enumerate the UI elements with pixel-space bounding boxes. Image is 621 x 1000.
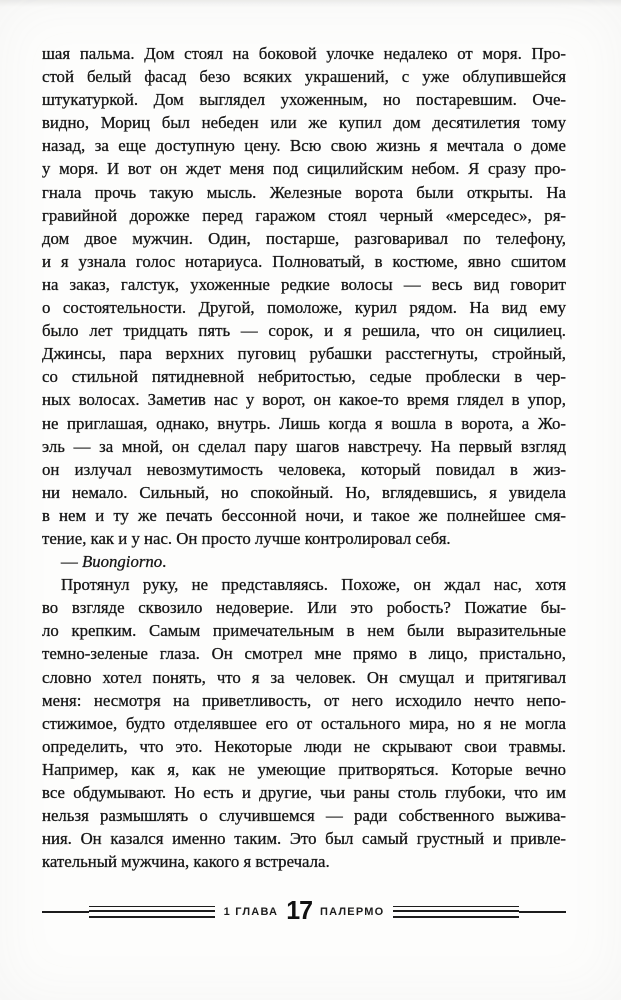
text-line: и я узнала голос нотариуса. Полноватый, в костюме, явно сшитом: [42, 251, 566, 271]
text-line: со стильной пятидневной небритостью, седые проблески в чер-: [42, 367, 566, 387]
text-line: все обдумывают. Но есть и другие, чьи раны столь глубоки, что им: [42, 783, 566, 802]
footer-rule-triple-left: [89, 906, 215, 918]
footer-rule-thin-left: [42, 911, 89, 913]
text-line: во взгляде сквозило недоверие. Или это робость? Пожатие бы-: [42, 598, 566, 618]
text-line: гнала прочь такую мысль. Железные ворота были открыты. На: [42, 182, 566, 202]
text-line: определить, что это. Некоторые люди не скрывают свои травмы.: [42, 736, 566, 756]
text-line: меня: несмотря на приветливость, от него исходило нечто непо-: [42, 690, 566, 710]
text-line: тение, как и у нас. Он просто лучше контролировал себя.: [42, 528, 451, 548]
text-line: нельзя размышлять о случившемся — ради собственного выжива-: [42, 806, 566, 826]
section-label: ПАЛЕРМО: [320, 905, 385, 918]
text-line: ных волосах. Заметив нас у ворот, он какое-то время глядел в упор,: [42, 390, 566, 410]
text-line: у моря. И вот он ждет меня под сицилийским небом. Я сразу про-: [42, 159, 566, 179]
text-line: ни немало. Сильный, но спокойный. Но, вглядевшись, я увидела: [42, 482, 566, 502]
text-line: гравийной дорожке перед гаражом стоял черный «мерседес», ря-: [42, 205, 566, 225]
text-line: шая пальма. Дом стоял на боковой улочке недалеко от моря. Про-: [42, 44, 566, 63]
text-line: было лет тридцать пять — сорок, и я решила, что он сицилиец.: [42, 321, 566, 341]
footer-rule-thin-right: [519, 911, 566, 913]
text-line: Например, как я, как не умеющие притворяться. Которые вечно: [42, 759, 566, 779]
text-line: Протянул руку, не представляясь. Похоже, он ждал нас, хотя: [61, 575, 566, 595]
text-line: Джинсы, пара верхних пуговиц рубашки расстегнуты, стройный,: [42, 344, 566, 364]
text-line: штукатуркой. Дом выглядел ухоженным, но постаревшим. Оче-: [42, 90, 566, 110]
footer-rule-triple-right: [393, 906, 519, 918]
text-line: в нем и ту же печать бессонной ночи, и такое же полнейшее смя-: [42, 505, 566, 525]
text-line: о состоятельности. Другой, помоложе, курил рядом. На вид ему: [42, 298, 566, 318]
text-line: на заказ, галстук, ухоженные редкие волосы — весь вид говорит: [42, 274, 566, 294]
text-line: ло крепким. Самым примечательным в нем были выразительные: [42, 621, 566, 641]
page-footer: [42, 897, 566, 926]
text-line: не приглашая, однако, внутрь. Лишь когда я вошла в ворота, а Жо-: [42, 413, 566, 433]
body-text: [42, 42, 566, 873]
text-line: дом двое мужчин. Один, постарше, разговаривал по телефону,: [42, 228, 566, 248]
text-line: кательный мужчина, какого я встречала.: [42, 852, 330, 872]
footer-text: [224, 897, 385, 926]
text-line: словно хотел понять, что я за человек. Он смущал и притягивал: [42, 667, 566, 687]
text-line: назад, за еще доступную цену. Всю свою жизнь я мечтала о доме: [42, 136, 566, 156]
text-line: видно, Мориц был небеден или же купил дом десятилетия тому: [42, 113, 566, 133]
chapter-label: 1 ГЛАВА: [223, 905, 279, 918]
text-line: — Buongiorno.: [61, 552, 167, 572]
text-line: стой белый фасад безо всяких украшений, с уже облупившейся: [42, 67, 566, 87]
text-line: стижимое, будто отделявшее его от остального мира, но я не могла: [42, 713, 566, 733]
text-line: эль — за мной, он сделал пару шагов навстречу. На первый взгляд: [42, 436, 566, 456]
page-number: 17: [286, 896, 312, 926]
text-line: он излучал невозмутимость человека, который повидал в жиз-: [42, 459, 566, 479]
text-line: темно-зеленые глаза. Он смотрел мне прямо в лицо, пристально,: [42, 644, 566, 664]
text-line: ния. Он казался именно таким. Это был самый грустный и привле-: [42, 829, 566, 849]
